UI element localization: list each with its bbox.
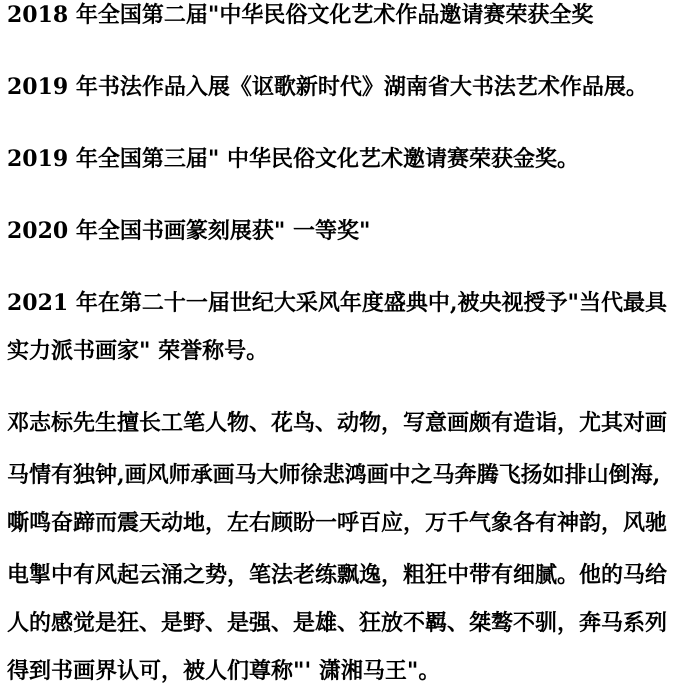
award-2018-line: 2018 年全国第二届"中华民俗文化艺术作品邀请赛荣获全奖 (7, 2, 594, 28)
award-2021-line-2: 实力派书画家" 荣誉称号。 (7, 338, 269, 364)
bio-line-4: 电掣中有风起云涌之势，笔法老练飘逸，粗狂中带有细腻。他的马给 (7, 562, 668, 588)
bio-line-5: 人的感觉是狂、是野、是强、是雄、狂放不羁、桀骜不驯，奔马系列 (7, 610, 668, 636)
award-2019-calligraphy-line: 2019 年书法作品入展《讴歌新时代》湖南省大书法艺术作品展。 (7, 74, 648, 100)
bio-line-3: 嘶鸣奋蹄而震天动地，左右顾盼一呼百应，万千气象各有神韵，风驰 (7, 510, 668, 536)
award-2019-gold-line: 2019 年全国第三届" 中华民俗文化艺术邀请赛荣获金奖。 (7, 146, 580, 172)
bio-line-6: 得到书画界认可，被人们尊称"' 潇湘马王"。 (7, 658, 441, 684)
award-2021-line-1: 2021 年在第二十一届世纪大采风年度盛典中,被央视授予"当代最具 (7, 290, 668, 316)
bio-line-1: 邓志标先生擅长工笔人物、花鸟、动物，写意画颇有造诣，尤其对画 (7, 410, 668, 436)
award-2020-line: 2020 年全国书画篆刻展获" 一等奖" (7, 218, 371, 244)
bio-line-2: 马情有独钟,画风师承画马大师徐悲鸿画中之马奔腾飞扬如排山倒海, (7, 462, 661, 488)
